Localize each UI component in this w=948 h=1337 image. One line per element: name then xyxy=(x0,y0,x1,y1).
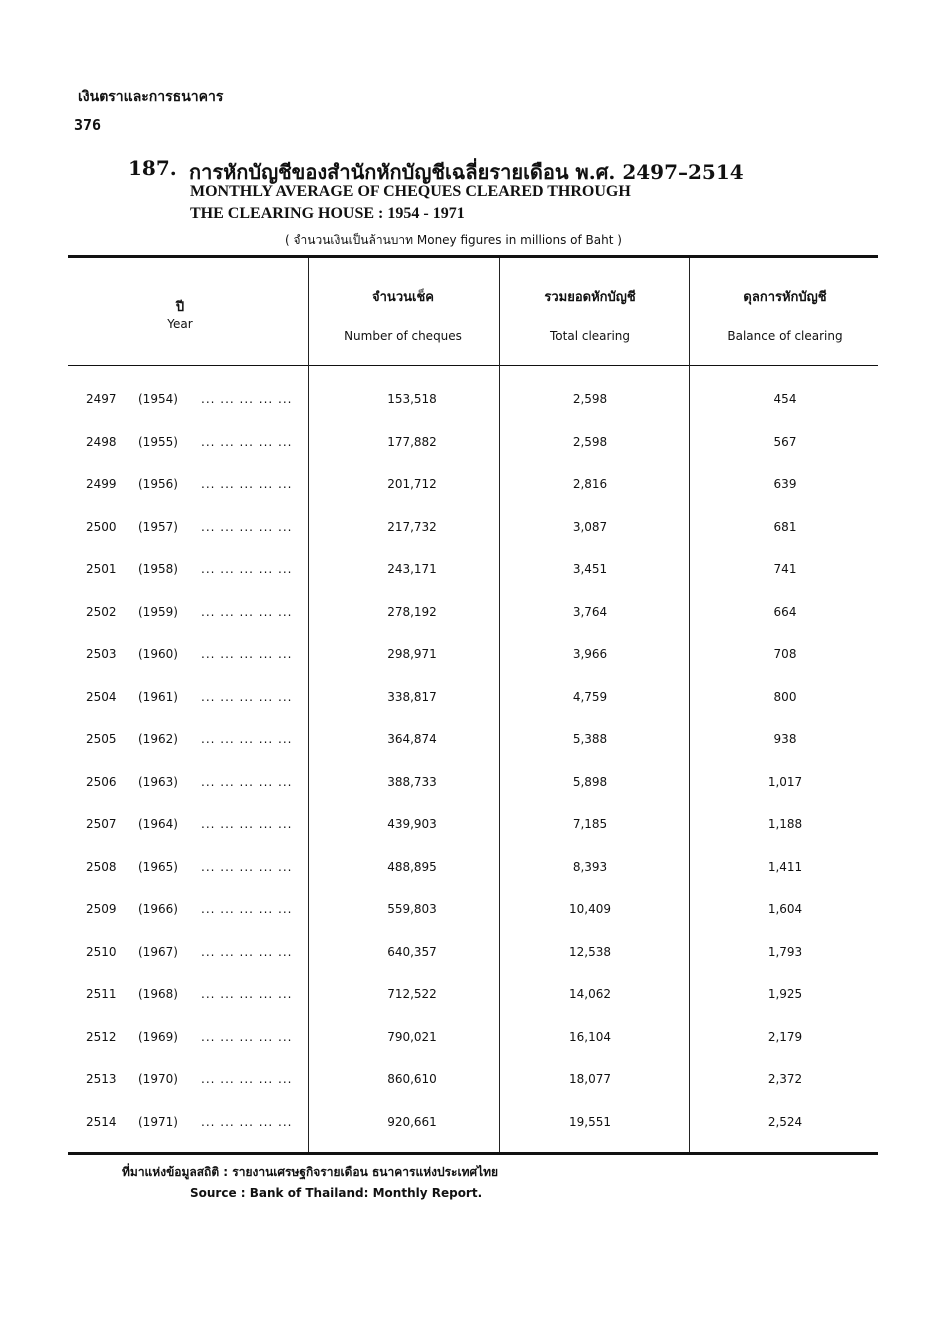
dot-leader: ... ... ... ... ... xyxy=(201,902,293,916)
cheques-value: 388,733 xyxy=(387,775,437,789)
year-be: 2502 xyxy=(86,605,117,619)
cheques-value: 201,712 xyxy=(387,477,437,491)
dot-leader: ... ... ... ... ... xyxy=(201,1115,293,1129)
total-clearing-value: 8,393 xyxy=(572,860,608,874)
column-header-year-thai: ปี xyxy=(175,300,185,315)
year-be: 2509 xyxy=(86,902,117,916)
cheques-value: 559,803 xyxy=(387,902,437,916)
cheques-value: 920,661 xyxy=(387,1115,437,1129)
dot-leader: ... ... ... ... ... xyxy=(201,647,293,661)
title-english-line1: MONTHLY AVERAGE OF CHEQUES CLEARED THROUGH xyxy=(190,183,631,200)
cheques-value: 177,882 xyxy=(387,435,437,449)
column-header-balance xyxy=(695,286,875,343)
column-header-year xyxy=(120,296,240,331)
cheques-value: 790,021 xyxy=(387,1030,437,1044)
section-header: เงินตราและการธนาคาร xyxy=(78,89,224,105)
total-clearing-value: 3,087 xyxy=(572,520,608,534)
year-be: 2513 xyxy=(86,1072,117,1086)
table-top-rule xyxy=(68,255,878,258)
total-clearing-value: 3,966 xyxy=(572,647,608,661)
cheques-value: 338,817 xyxy=(387,690,437,704)
dot-leader: ... ... ... ... ... xyxy=(201,775,293,789)
balance-value: 2,179 xyxy=(767,1030,803,1044)
balance-value: 664 xyxy=(773,605,797,619)
dot-leader: ... ... ... ... ... xyxy=(201,690,293,704)
total-clearing-value: 2,598 xyxy=(572,435,608,449)
dot-leader: ... ... ... ... ... xyxy=(201,860,293,874)
balance-value: 2,524 xyxy=(767,1115,803,1129)
year-ce: (1959) xyxy=(138,605,178,619)
total-clearing-value: 14,062 xyxy=(569,987,611,1001)
source-note-thai: ที่มาแห่งข้อมูลสถิติ : รายงานเศรษฐกิจรายเดือน ธนาคารแห่งประเทศไทย xyxy=(122,1165,499,1179)
total-clearing-value: 19,551 xyxy=(569,1115,611,1129)
year-be: 2501 xyxy=(86,562,117,576)
column-header-cheques-thai: จำนวนเช็ค xyxy=(372,290,434,305)
cheques-value: 298,971 xyxy=(387,647,437,661)
year-ce: (1966) xyxy=(138,902,178,916)
header-divider xyxy=(68,365,878,366)
dot-leader: ... ... ... ... ... xyxy=(201,562,293,576)
year-be: 2498 xyxy=(86,435,117,449)
year-be: 2506 xyxy=(86,775,117,789)
column-header-balance-thai: ดุลการหักบัญชี xyxy=(743,290,827,305)
year-be: 2504 xyxy=(86,690,117,704)
dot-leader: ... ... ... ... ... xyxy=(201,1072,293,1086)
year-be: 2514 xyxy=(86,1115,117,1129)
source-note-english: Source : Bank of Thailand: Monthly Report. xyxy=(190,1186,483,1200)
balance-value: 708 xyxy=(773,647,797,661)
table-number: 187. xyxy=(128,156,177,180)
year-be: 2500 xyxy=(86,520,117,534)
year-ce: (1960) xyxy=(138,647,178,661)
total-clearing-value: 16,104 xyxy=(569,1030,611,1044)
column-header-total xyxy=(505,286,675,343)
balance-value: 639 xyxy=(773,477,797,491)
year-ce: (1970) xyxy=(138,1072,178,1086)
cheques-value: 364,874 xyxy=(387,732,437,746)
year-be: 2508 xyxy=(86,860,117,874)
balance-value: 2,372 xyxy=(767,1072,803,1086)
balance-value: 454 xyxy=(773,392,797,406)
cheques-value: 153,518 xyxy=(387,392,437,406)
total-clearing-value: 7,185 xyxy=(572,817,608,831)
year-ce: (1963) xyxy=(138,775,178,789)
balance-value: 938 xyxy=(773,732,797,746)
year-be: 2505 xyxy=(86,732,117,746)
balance-value: 567 xyxy=(773,435,797,449)
total-clearing-value: 2,598 xyxy=(572,392,608,406)
balance-value: 1,793 xyxy=(767,945,803,959)
cheques-value: 860,610 xyxy=(387,1072,437,1086)
dot-leader: ... ... ... ... ... xyxy=(201,987,293,1001)
dot-leader: ... ... ... ... ... xyxy=(201,817,293,831)
balance-value: 1,604 xyxy=(767,902,803,916)
total-clearing-value: 10,409 xyxy=(569,902,611,916)
year-ce: (1965) xyxy=(138,860,178,874)
table-bottom-rule xyxy=(68,1152,878,1155)
total-clearing-value: 3,764 xyxy=(572,605,608,619)
column-header-total-english: Total clearing xyxy=(550,329,630,343)
unit-note: ( จำนวนเงินเป็นล้านบาท Money figures in millions of Baht ) xyxy=(285,233,622,247)
title-english-line2: THE CLEARING HOUSE : 1954 - 1971 xyxy=(190,205,465,222)
year-ce: (1971) xyxy=(138,1115,178,1129)
dot-leader: ... ... ... ... ... xyxy=(201,605,293,619)
column-divider xyxy=(689,258,690,1152)
year-ce: (1967) xyxy=(138,945,178,959)
cheques-value: 712,522 xyxy=(387,987,437,1001)
dot-leader: ... ... ... ... ... xyxy=(201,732,293,746)
balance-value: 1,925 xyxy=(767,987,803,1001)
year-ce: (1969) xyxy=(138,1030,178,1044)
year-be: 2510 xyxy=(86,945,117,959)
year-ce: (1968) xyxy=(138,987,178,1001)
balance-value: 1,411 xyxy=(767,860,803,874)
year-ce: (1957) xyxy=(138,520,178,534)
year-ce: (1964) xyxy=(138,817,178,831)
year-ce: (1958) xyxy=(138,562,178,576)
column-header-balance-english: Balance of clearing xyxy=(727,329,843,343)
total-clearing-value: 18,077 xyxy=(569,1072,611,1086)
dot-leader: ... ... ... ... ... xyxy=(201,392,293,406)
year-be: 2507 xyxy=(86,817,117,831)
column-divider xyxy=(499,258,500,1152)
year-ce: (1961) xyxy=(138,690,178,704)
total-clearing-value: 3,451 xyxy=(572,562,608,576)
balance-value: 800 xyxy=(773,690,797,704)
column-header-cheques-english: Number of cheques xyxy=(344,329,462,343)
year-be: 2512 xyxy=(86,1030,117,1044)
balance-value: 1,017 xyxy=(767,775,803,789)
dot-leader: ... ... ... ... ... xyxy=(201,435,293,449)
year-be: 2503 xyxy=(86,647,117,661)
column-header-year-english: Year xyxy=(167,317,193,331)
cheques-value: 278,192 xyxy=(387,605,437,619)
year-be: 2499 xyxy=(86,477,117,491)
dot-leader: ... ... ... ... ... xyxy=(201,1030,293,1044)
balance-value: 1,188 xyxy=(767,817,803,831)
cheques-value: 439,903 xyxy=(387,817,437,831)
year-ce: (1962) xyxy=(138,732,178,746)
year-ce: (1954) xyxy=(138,392,178,406)
balance-value: 681 xyxy=(773,520,797,534)
year-ce: (1956) xyxy=(138,477,178,491)
cheques-value: 488,895 xyxy=(387,860,437,874)
total-clearing-value: 5,388 xyxy=(572,732,608,746)
total-clearing-value: 2,816 xyxy=(572,477,608,491)
year-be: 2511 xyxy=(86,987,117,1001)
cheques-value: 243,171 xyxy=(387,562,437,576)
dot-leader: ... ... ... ... ... xyxy=(201,945,293,959)
column-divider xyxy=(308,258,309,1152)
cheques-value: 640,357 xyxy=(387,945,437,959)
total-clearing-value: 12,538 xyxy=(569,945,611,959)
dot-leader: ... ... ... ... ... xyxy=(201,520,293,534)
page-number: 376 xyxy=(74,116,102,134)
year-be: 2497 xyxy=(86,392,117,406)
column-header-total-thai: รวมยอดหักบัญชี xyxy=(544,290,636,305)
balance-value: 741 xyxy=(773,562,797,576)
total-clearing-value: 4,759 xyxy=(572,690,608,704)
column-header-cheques xyxy=(318,286,488,343)
title-thai: การหักบัญชีของสำนักหักบัญชีเฉลี่ยรายเดือน พ.ศ. 2497–2514 xyxy=(189,160,744,184)
total-clearing-value: 5,898 xyxy=(572,775,608,789)
cheques-value: 217,732 xyxy=(387,520,437,534)
dot-leader: ... ... ... ... ... xyxy=(201,477,293,491)
year-ce: (1955) xyxy=(138,435,178,449)
